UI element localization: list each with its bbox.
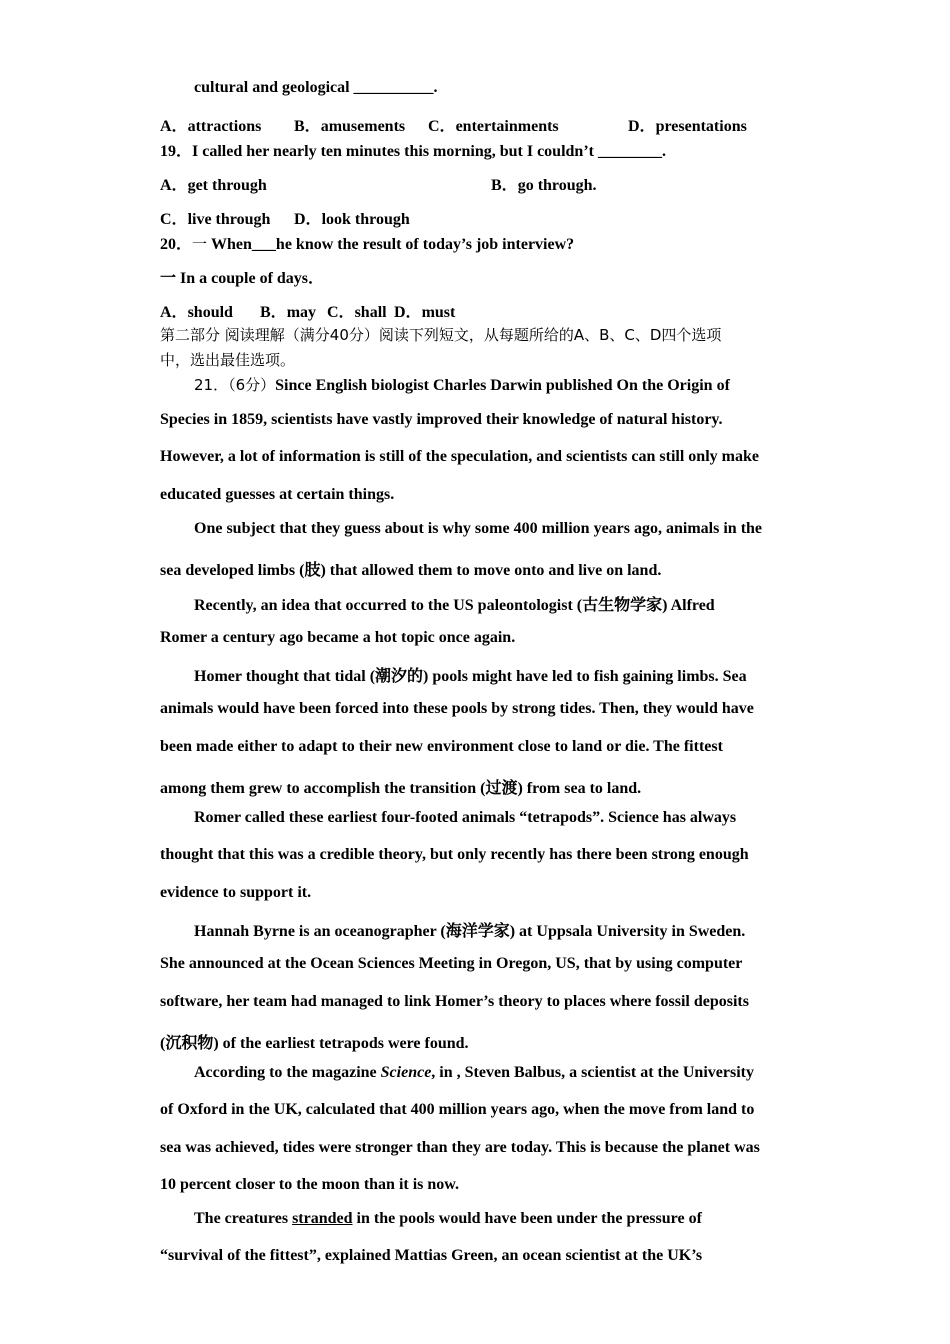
q20-stem [160, 231, 574, 254]
option-letter: D． [394, 304, 422, 321]
q19-stem [160, 138, 666, 161]
passage-p8-line1 [194, 1210, 702, 1228]
q18-option-d[interactable] [628, 113, 747, 136]
passage-p6-line4: (沉积物) of the earliest tetrapods were found. [160, 1035, 469, 1052]
passage-p1-line4: educated guesses at certain things. [160, 486, 395, 503]
passage-p2-line1: One subject that they guess about is why some 400 million years ago, animals in the [194, 520, 763, 537]
passage-p6-line3: software, her team had managed to link Homer’s theory to places where fossil deposits [160, 993, 749, 1010]
passage-p7-line2: of Oxford in the UK, calculated that 400 million years ago, when the move from land to [160, 1101, 755, 1118]
passage-p3-line1: Recently, an idea that occurred to the US paleontologist (古生物学家) Alfred [194, 597, 715, 614]
question-text: When___he know the result of today’s job interview? [211, 236, 575, 253]
question-text: I called her nearly ten minutes this morning, but I couldn’t ________. [192, 143, 666, 160]
passage-p1-line1 [194, 374, 730, 395]
q19-option-a[interactable] [160, 172, 267, 195]
underlined-word: stranded [292, 1210, 353, 1227]
passage-text: Since English biologist Charles Darwin published On the Origin of [275, 377, 730, 394]
passage-p7-line3: sea was achieved, tides were stronger than they are today. This is because the planet was [160, 1139, 760, 1156]
question-number: 21．（6分） [194, 376, 276, 394]
question-number: 19． [160, 143, 193, 160]
q19-option-b[interactable] [491, 172, 597, 195]
passage-p4-line2: animals would have been forced into these pools by strong tides. Then, they would have [160, 700, 754, 717]
passage-p2-line2: sea developed limbs (肢) that allowed them to move onto and live on land. [160, 562, 662, 579]
q20-reply: 一 In a couple of days． [160, 270, 325, 287]
passage-p1-line3: However, a lot of information is still of the speculation, and scientists can still only make [160, 448, 759, 465]
option-text: may [286, 304, 317, 321]
passage-p6-line2: She announced at the Ocean Sciences Meeting in Oregon, US, that by using computer [160, 955, 743, 972]
passage-text: According to the magazine [194, 1064, 381, 1081]
option-text: amusements [320, 118, 406, 135]
question-number: 20． [160, 236, 193, 253]
option-text: get through [187, 177, 267, 194]
passage-p6-line1: Hannah Byrne is an oceanographer (海洋学家) at Uppsala University in Sweden. [194, 923, 746, 940]
q18-option-b[interactable] [294, 113, 405, 136]
option-text: go through. [517, 177, 597, 194]
dash: 一 [192, 235, 208, 253]
option-text: should [187, 304, 233, 321]
q20-option-d[interactable] [394, 299, 455, 322]
option-letter: D． [294, 211, 322, 228]
passage-p7-line4: 10 percent closer to the moon than it is now. [160, 1176, 459, 1193]
passage-p4-line3: been made either to adapt to their new environment close to land or die. The fittest [160, 738, 723, 755]
option-text: look through [321, 211, 410, 228]
option-letter: C． [428, 118, 456, 135]
q20-option-c[interactable] [327, 299, 387, 322]
option-letter: A． [160, 304, 188, 321]
option-letter: A． [160, 118, 188, 135]
passage-p7-line1 [194, 1064, 754, 1082]
q18-option-a[interactable] [160, 113, 261, 136]
q19-option-c[interactable] [160, 206, 270, 229]
option-letter: B． [260, 304, 287, 321]
option-letter: B． [294, 118, 321, 135]
passage-p1-line2: Species in 1859, scientists have vastly improved their knowledge of natural history. [160, 411, 723, 428]
passage-text: in the pools would have been under the pressure of [352, 1210, 702, 1227]
passage-p5-line1: Romer called these earliest four-footed animals “tetrapods”. Science has always [194, 809, 737, 826]
passage-p3-line2: Romer a century ago became a hot topic once again. [160, 629, 516, 646]
passage-p5-line3: evidence to support it. [160, 884, 312, 901]
option-letter: C． [327, 304, 355, 321]
q19-option-d[interactable] [294, 206, 410, 229]
passage-text: The creatures [194, 1210, 293, 1227]
section2-instructions-line1: 第二部分 阅读理解（满分40分）阅读下列短文，从每题所给的A、B、C、D四个选项 [160, 326, 722, 344]
passage-p5-line2: thought that this was a credible theory, but only recently has there been strong enough [160, 846, 749, 863]
magazine-title: Science [380, 1064, 432, 1081]
passage-p4-line1: Homer thought that tidal (潮汐的) pools might have led to fish gaining limbs. Sea [194, 668, 747, 685]
passage-p4-line4: among them grew to accomplish the transition (过渡) from sea to land. [160, 780, 642, 797]
option-text: presentations [655, 118, 747, 135]
q20-option-a[interactable] [160, 299, 233, 322]
passage-text: , in , Steven Balbus, a scientist at the University [431, 1064, 754, 1081]
q18-option-c[interactable] [428, 113, 559, 136]
option-letter: A． [160, 177, 188, 194]
option-letter: B． [491, 177, 518, 194]
option-letter: D． [628, 118, 656, 135]
option-text: live through [187, 211, 271, 228]
section2-instructions-line2: 中，选出最佳选项。 [160, 351, 296, 369]
option-letter: C． [160, 211, 188, 228]
option-text: must [421, 304, 456, 321]
passage-p8-line2: “survival of the fittest”, explained Mattias Green, an ocean scientist at the UK’s [160, 1247, 703, 1264]
q20-option-b[interactable] [260, 299, 316, 322]
option-text: attractions [187, 118, 262, 135]
q18-stem-tail: cultural and geological __________. [194, 79, 438, 96]
option-text: entertainments [455, 118, 559, 135]
option-text: shall [354, 304, 387, 321]
